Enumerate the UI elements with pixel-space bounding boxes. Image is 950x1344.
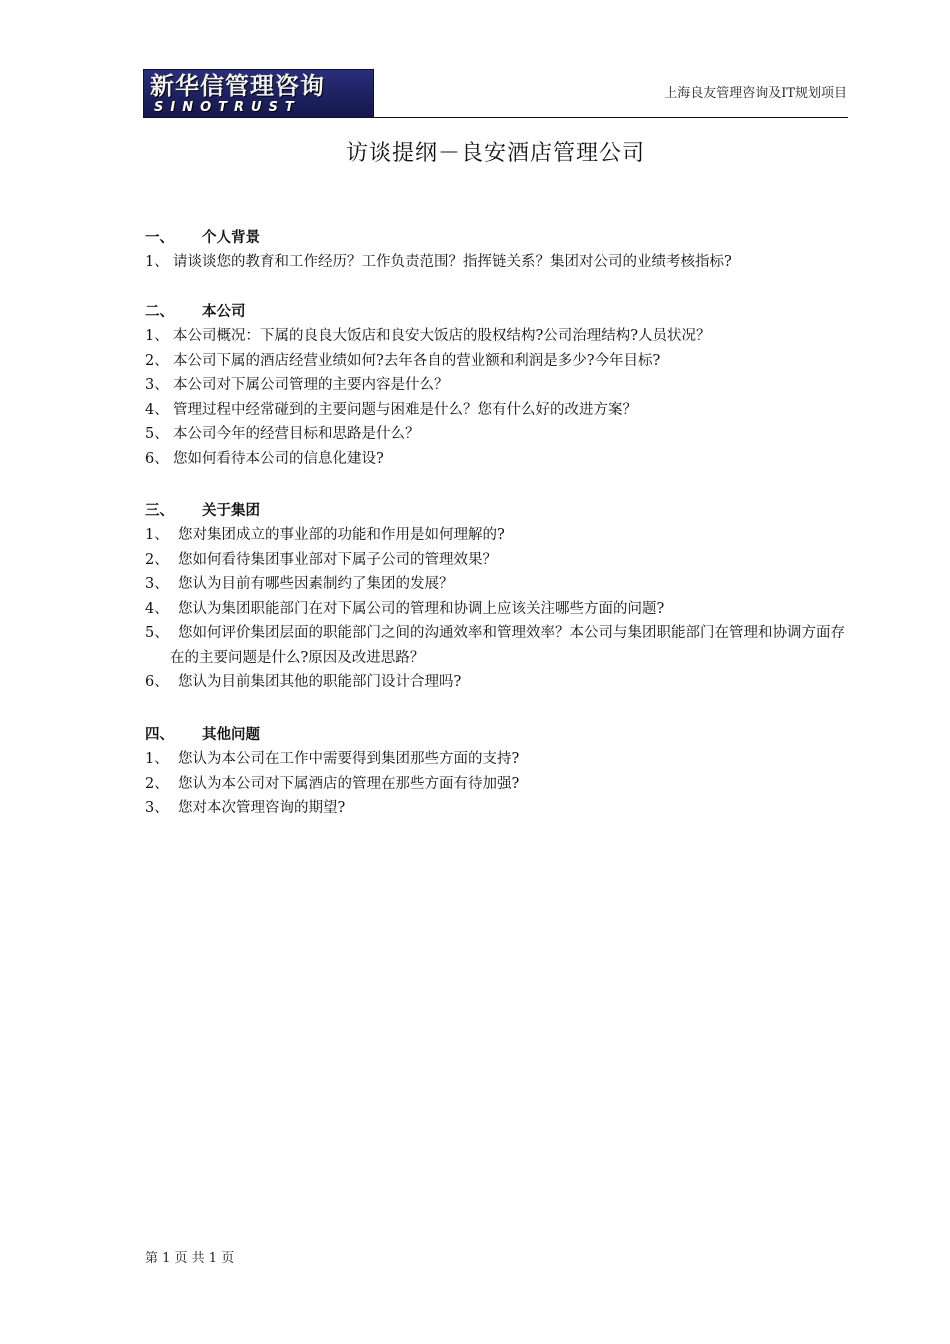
section-number: 一、	[145, 230, 174, 246]
question-number: 1、	[145, 328, 169, 344]
question-text: 您对集团成立的事业部的功能和作用是如何理解的?	[178, 527, 505, 543]
question-number: 6、	[145, 450, 169, 467]
question-number: 2、	[145, 352, 169, 369]
question-text: 您认为本公司在工作中需要得到集团那些方面的支持?	[178, 751, 520, 767]
question-item	[145, 747, 850, 772]
question-text: 本公司对下属公司管理的主要内容是什么？	[173, 377, 449, 393]
section-number: 四、	[145, 727, 174, 743]
header-divider	[143, 117, 848, 118]
question-item	[145, 621, 850, 670]
question-text: 您认为本公司对下属酒店的管理在那些方面有待加强?	[178, 775, 520, 792]
document-title: 访谈提纲－良安酒店管理公司	[345, 141, 645, 166]
section-other-questions	[145, 723, 850, 821]
section-personal-background	[145, 226, 850, 275]
section-title: 本公司	[202, 304, 246, 320]
question-number: 5、	[145, 625, 169, 641]
question-number: 5、	[145, 426, 169, 442]
section-heading	[145, 300, 850, 324]
logo-english-text: SINOTRUST	[154, 100, 301, 115]
section-title: 其他问题	[202, 727, 260, 743]
question-number: 1、	[145, 751, 169, 767]
page-footer: 第 1 页 共 1 页	[145, 1251, 235, 1266]
question-text: 您认为目前集团其他的职能部门设计合理吗?	[178, 674, 462, 690]
company-logo	[143, 69, 374, 118]
question-item	[145, 373, 850, 398]
section-title: 个人背景	[202, 230, 260, 246]
question-item	[145, 349, 850, 374]
section-heading	[145, 723, 850, 747]
question-text: 您如何看待集团事业部对下属子公司的管理效果？	[178, 551, 497, 568]
question-number: 3、	[145, 377, 169, 393]
question-text: 您如何评价集团层面的职能部门之间的沟通效率和管理效率？本公司与集团职能部门在管理和协调方面存在的主要问题是什么?原因及改进思路？	[170, 625, 845, 666]
question-number: 1、	[145, 254, 169, 270]
section-title: 关于集团	[202, 503, 260, 519]
header-project-name: 上海良友管理咨询及IT规划项目	[664, 86, 847, 101]
question-number: 4、	[145, 401, 169, 418]
section-this-company	[145, 300, 850, 471]
question-item	[145, 250, 850, 275]
question-text: 您认为集团职能部门在对下属公司的管理和协调上应该关注哪些方面的问题?	[178, 600, 665, 617]
question-text: 您认为目前有哪些因素制约了集团的发展？	[178, 576, 454, 592]
question-text: 您如何看待本公司的信息化建设?	[173, 450, 384, 467]
question-item	[145, 324, 850, 349]
question-item	[145, 447, 850, 472]
section-about-group	[145, 499, 850, 695]
question-item	[145, 572, 850, 597]
question-number: 1、	[145, 527, 169, 543]
question-text: 本公司概况：下属的良良大饭店和良安大饭店的股权结构?公司治理结构?人员状况？	[173, 328, 711, 344]
question-item	[145, 772, 850, 797]
question-text: 请谈谈您的教育和工作经历？工作负责范围？指挥链关系？集团对公司的业绩考核指标?	[173, 254, 732, 270]
section-heading	[145, 226, 850, 250]
question-item	[145, 796, 850, 821]
question-number: 4、	[145, 600, 169, 617]
question-text: 管理过程中经常碰到的主要问题与困难是什么？您有什么好的改进方案？	[173, 401, 637, 418]
question-text: 本公司下属的酒店经营业绩如何?去年各自的营业额和利润是多少?今年目标?	[173, 352, 661, 369]
question-number: 3、	[145, 576, 169, 592]
section-number: 三、	[145, 503, 174, 519]
question-item	[145, 670, 850, 695]
section-heading	[145, 499, 850, 523]
question-item	[145, 523, 850, 548]
question-number: 2、	[145, 775, 169, 792]
question-text: 本公司今年的经营目标和思路是什么？	[173, 426, 420, 442]
question-number: 2、	[145, 551, 169, 568]
question-item	[145, 398, 850, 423]
question-item	[145, 597, 850, 622]
question-item	[145, 548, 850, 573]
question-number: 6、	[145, 674, 169, 690]
logo-chinese-text: 新华信管理咨询	[150, 72, 325, 100]
question-item	[145, 422, 850, 447]
question-number: 3、	[145, 800, 169, 816]
question-text: 您对本次管理咨询的期望?	[178, 800, 346, 816]
section-number: 二、	[145, 304, 174, 320]
